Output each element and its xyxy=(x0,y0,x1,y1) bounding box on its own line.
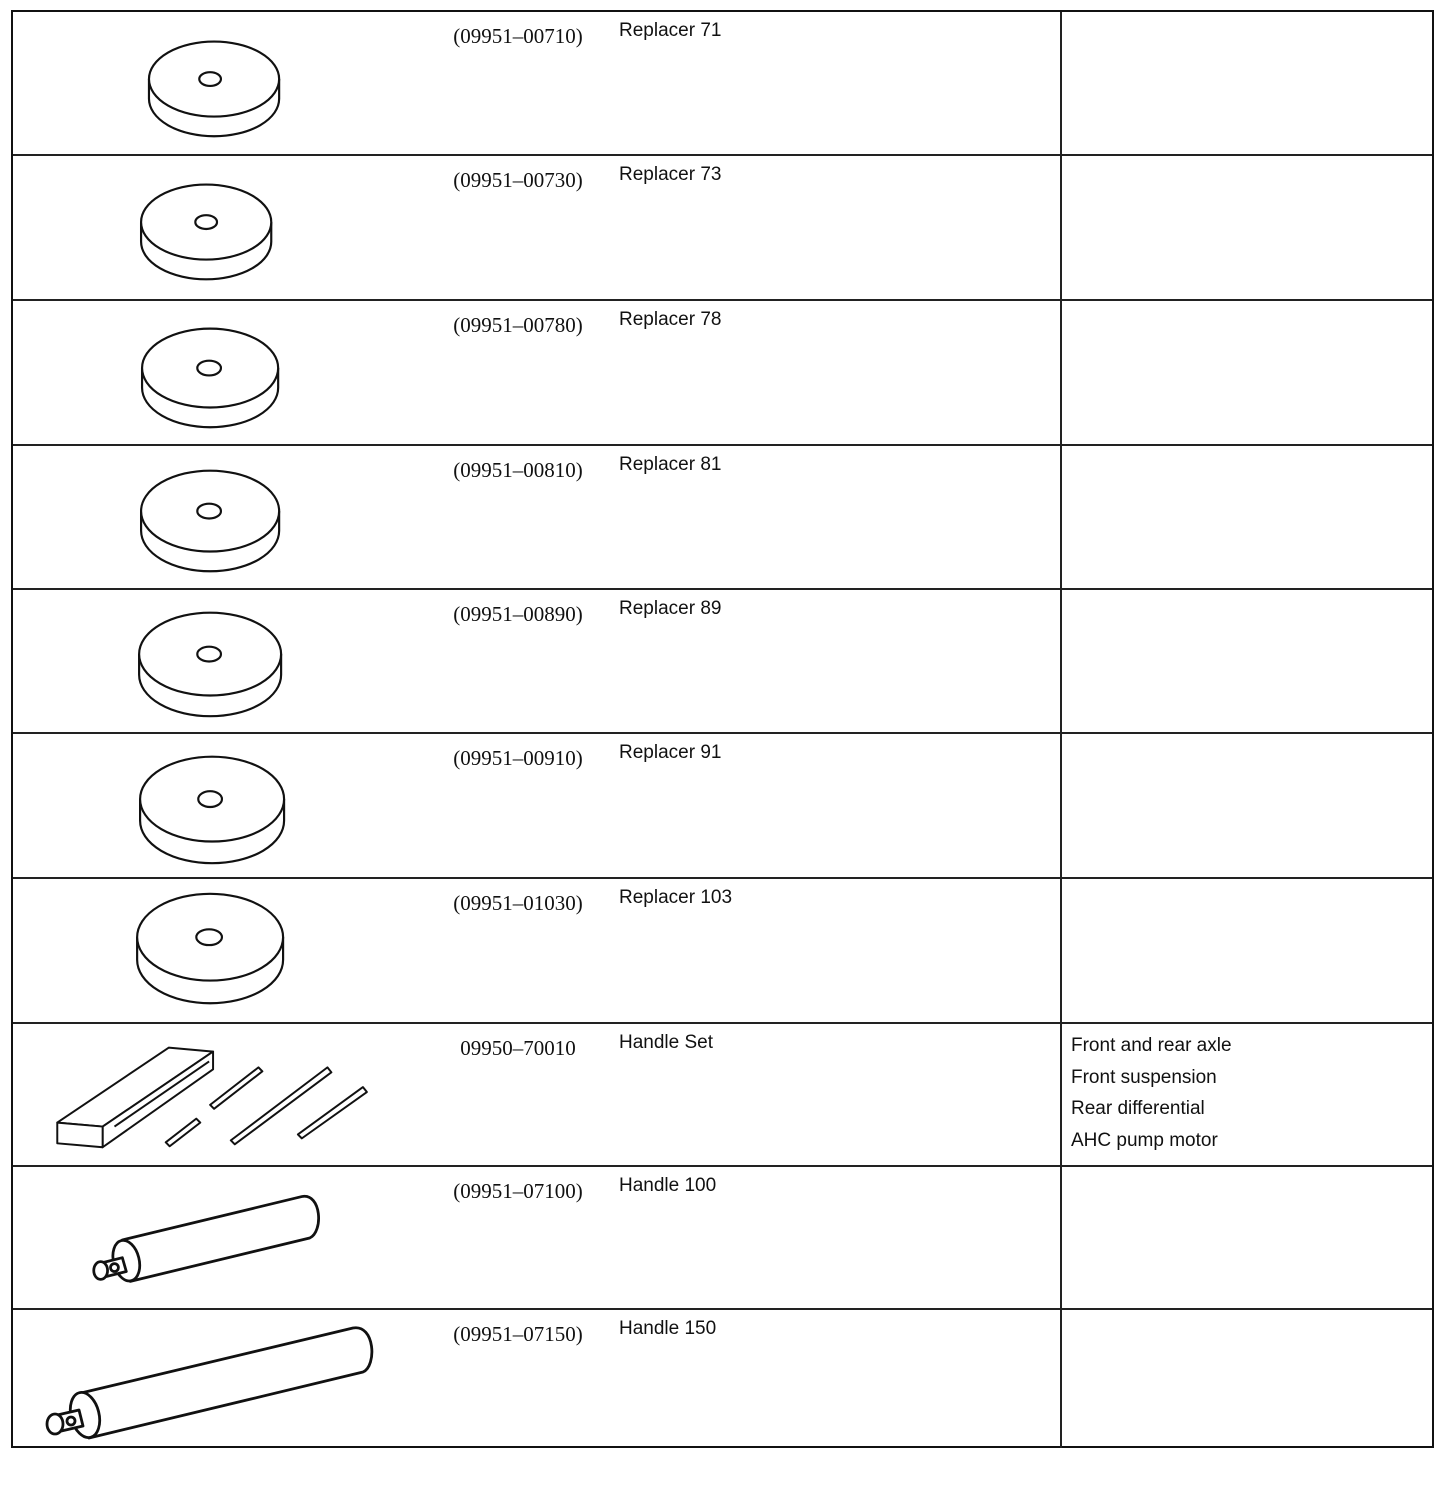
column-divider xyxy=(1060,156,1062,299)
column-divider xyxy=(1060,446,1062,588)
part-number: (09951–07150) xyxy=(453,1322,583,1346)
tool-name: Replacer 71 xyxy=(619,20,722,41)
replacer-disc-icon xyxy=(13,446,423,588)
part-number: (09951–07100) xyxy=(453,1179,583,1203)
handle-icon xyxy=(13,1310,423,1448)
part-number: (09951–00780) xyxy=(453,313,583,337)
column-divider xyxy=(1060,1024,1062,1165)
tool-name: Replacer 103 xyxy=(619,887,733,908)
column-divider xyxy=(1060,734,1062,877)
note-line: Front and rear axle xyxy=(1071,1035,1232,1056)
replacer-disc-icon xyxy=(13,12,423,154)
table-row xyxy=(13,879,1432,1024)
column-divider xyxy=(1060,879,1062,1022)
column-divider xyxy=(1060,1310,1062,1448)
applicable-systems xyxy=(1071,1030,1232,1156)
part-number: (09951–00890) xyxy=(453,602,583,626)
table-row xyxy=(13,301,1432,446)
tool-name: Replacer 73 xyxy=(619,164,722,185)
replacer-disc-icon xyxy=(13,590,423,732)
part-number: (09951–00730) xyxy=(453,168,583,192)
table-row xyxy=(13,590,1432,734)
column-divider xyxy=(1060,12,1062,154)
tool-name: Handle 150 xyxy=(619,1318,717,1339)
replacer-disc-icon xyxy=(13,301,423,444)
column-divider xyxy=(1060,301,1062,444)
part-number: (09951–00810) xyxy=(453,458,583,482)
part-number: (09951–00710) xyxy=(453,24,583,48)
handle-icon xyxy=(13,1167,423,1308)
handle-set-icon xyxy=(13,1024,423,1165)
table-row xyxy=(13,734,1432,879)
tool-name: Replacer 78 xyxy=(619,309,722,330)
special-tools-table xyxy=(11,10,1434,1448)
table-row xyxy=(13,1310,1432,1448)
tool-name: Replacer 89 xyxy=(619,598,722,619)
note-line: AHC pump motor xyxy=(1071,1129,1218,1151)
tool-name: Replacer 91 xyxy=(619,742,722,763)
column-divider xyxy=(1060,1167,1062,1308)
part-number: (09951–01030) xyxy=(453,891,583,915)
tool-name: Handle 100 xyxy=(619,1175,717,1196)
replacer-disc-icon xyxy=(13,734,423,877)
table-row xyxy=(13,1167,1432,1310)
table-row xyxy=(13,1024,1432,1167)
replacer-disc-icon xyxy=(13,879,423,1022)
table-row xyxy=(13,446,1432,590)
table-row xyxy=(13,156,1432,301)
tool-name: Handle Set xyxy=(619,1032,714,1053)
column-divider xyxy=(1060,590,1062,732)
table-row xyxy=(13,12,1432,156)
note-line: Front suspension xyxy=(1071,1066,1217,1088)
note-line: Rear differential xyxy=(1071,1098,1205,1119)
part-number: 09950–70010 xyxy=(460,1036,576,1060)
tool-name: Replacer 81 xyxy=(619,454,722,475)
part-number: (09951–00910) xyxy=(453,746,583,770)
replacer-disc-icon xyxy=(13,156,423,299)
